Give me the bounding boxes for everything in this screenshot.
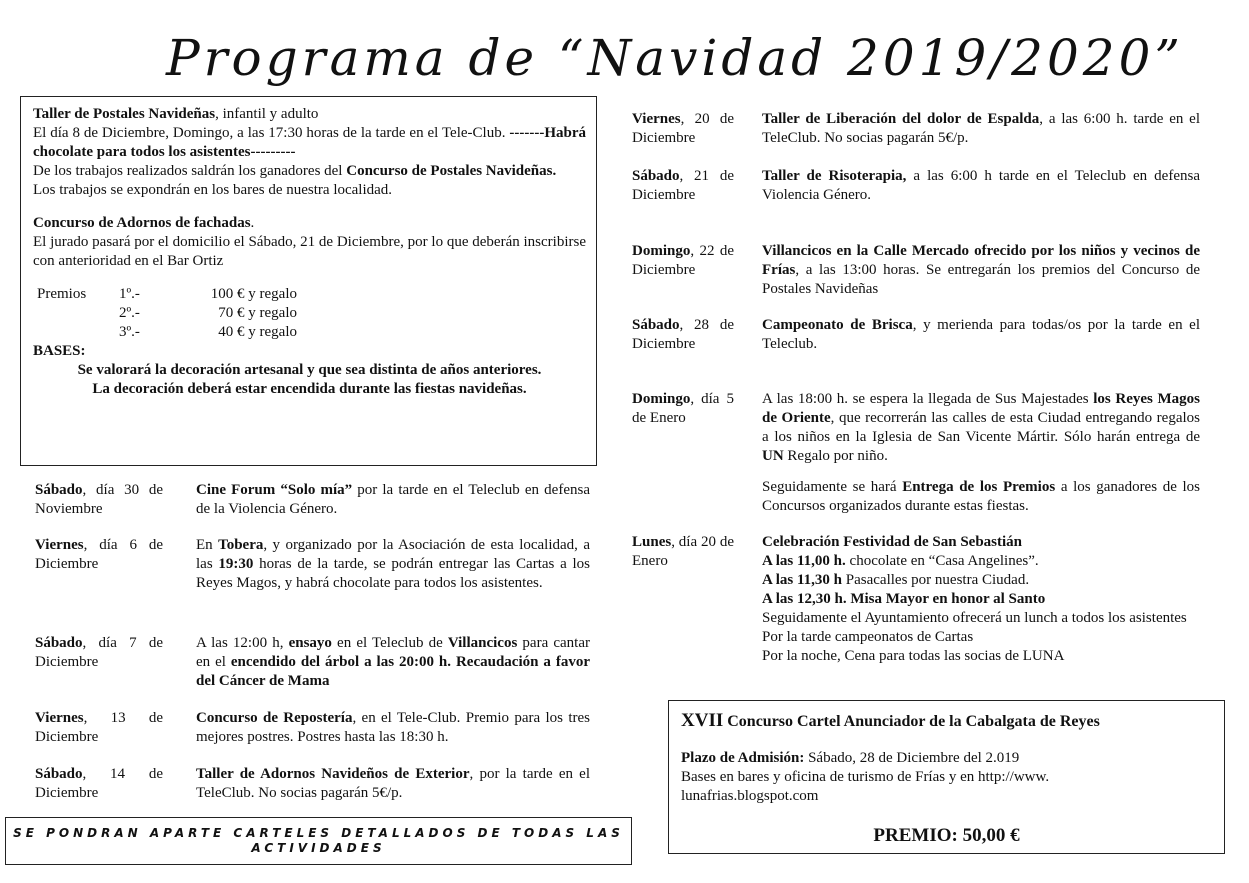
event-text: Taller de Adornos Navideños de Exterior, por la tarde en el TeleClub. No socias pagarán 5€/p.	[196, 766, 591, 801]
premios-label: Premios	[37, 286, 87, 302]
event-text: En Tobera, y organizado por la Asociación de esta localidad, a las 19:30 horas de la tarde, se podrán entregar las Cartas a los Reyes Magos, y habrá chocolate para todos los asistentes.	[196, 537, 590, 591]
postales-ganadores: De los trabajos realizados saldrán los ganadores del Concurso de Postales Navideñas.	[33, 163, 557, 179]
postales-info: El día 8 de Diciembre, Domingo, a las 17:30 horas de la tarde en el Tele-Club. -------Habrá chocolate para todos los asistentes---------	[33, 125, 587, 160]
event-text: Cine Forum “Solo mía” por la tarde en el Teleclub en defensa de la Violencia Género.	[196, 482, 590, 517]
event-text: Campeonato de Brisca, y merienda para todas/os por la tarde en el Teleclub.	[762, 317, 1201, 352]
event-date: Viernes, 20 de Diciembre	[632, 111, 734, 146]
cartel-plazo: Plazo de Admisión: Sábado, 28 de Diciembre del 2.019	[681, 750, 1020, 766]
event-row	[632, 533, 1200, 666]
event-date: Lunes, día 20 de Enero	[632, 534, 734, 569]
premio-place: 1º.-	[119, 286, 140, 302]
bases-rule: La decoración deberá estar encendida durante las fiestas navideñas.	[92, 381, 527, 397]
adornos-heading: Concurso de Adornos de fachadas.	[33, 215, 255, 231]
event-date: Sábado, 28 de Diciembre	[632, 317, 734, 352]
event-row	[632, 167, 1200, 205]
cartel-url: lunafrias.blogspot.com	[681, 788, 819, 804]
event-date: Domingo, 22 de Diciembre	[632, 243, 734, 278]
page-title: Programa de “Navidad 2019/2020”	[166, 29, 1184, 87]
event-text: Taller de Risoterapia, a las 6:00 h tarde en el Teleclub en defensa Violencia Género.	[762, 168, 1200, 203]
event-text: Villancicos en la Calle Mercado ofrecido por los niños y vecinos de Frías, a las 13:00 horas. Se entregarán los premios del Concurso de Postales Navideñas	[762, 243, 1200, 297]
postales-exposicion: Los trabajos se expondrán en los bares de nuestra localidad.	[33, 182, 393, 198]
cartel-bases: Bases en bares y oficina de turismo de Frías y en http://www.	[681, 769, 1050, 785]
premio-amount: 40 € y regalo	[218, 324, 297, 340]
event-date: Sábado, 14 de Diciembre	[35, 766, 163, 801]
premio-amount: 100 € y regalo	[210, 286, 297, 302]
event-row	[35, 634, 590, 691]
event-text: A las 12:00 h, ensayo en el Teleclub de Villancicos para cantar en el encendido del árbol a las 20:00 h. Recaudación a favor del Cáncer de Mama	[196, 635, 591, 689]
postales-heading: Taller de Postales Navideñas, infantil y adulto	[33, 106, 319, 122]
event-row	[35, 765, 590, 803]
event-row	[632, 316, 1200, 354]
event-row	[632, 110, 1200, 148]
premio-amount: 70 € y regalo	[218, 305, 297, 321]
event-date: Viernes, 13 de Diciembre	[35, 710, 163, 745]
event-text: Concurso de Repostería, en el Tele-Club. Premio para los tres mejores postres. Postres hasta las 18:30 h.	[196, 710, 590, 745]
event-date: Viernes, día 6 de Diciembre	[35, 537, 163, 572]
bases-title: BASES:	[33, 343, 86, 359]
postales-adornos-box	[20, 96, 597, 466]
event-date: Sábado, día 7 de Diciembre	[35, 635, 163, 670]
event-text: Taller de Liberación del dolor de Espalda, a las 6:00 h. tarde en el TeleClub. No socias pagarán 5€/p.	[762, 111, 1201, 146]
carteles-note: SE PONDRAN APARTE CARTELES DETALLADOS DE TODAS LAS ACTIVIDADES	[5, 817, 632, 865]
event-row	[35, 536, 590, 593]
premio-place: 2º.-	[119, 305, 140, 321]
cartel-contest-box	[668, 700, 1225, 854]
bases-rule: Se valorará la decoración artesanal y que sea distinta de años anteriores.	[77, 362, 542, 378]
adornos-info: El jurado pasará por el domicilio el Sábado, 21 de Diciembre, por lo que deberán inscribirse con anterioridad en el Bar Ortiz	[33, 234, 586, 269]
event-date: Sábado, 21 de Diciembre	[632, 168, 734, 203]
event-date: Domingo, día 5 de Enero	[632, 391, 734, 426]
premios-table	[37, 285, 586, 342]
cartel-title: XVII Concurso Cartel Anunciador de la Cabalgata de Reyes	[681, 710, 1100, 731]
premio-place: 3º.-	[119, 324, 140, 340]
event-date: Sábado, día 30 de Noviembre	[35, 482, 163, 517]
event-text: Celebración Festividad de San Sebastián A las 11,00 h. chocolate en “Casa Angelines”. A las 11,30 h Pasacalles por nuestra Ciudad. A las 12,30 h. Misa Mayor en honor al Santo Seguidamente el Ayuntamiento ofrecerá un lunch a todos los asistentes Por la tarde campeonatos de Cartas Por la noche, Cena para todas las socias de LUNA	[762, 534, 1187, 664]
event-row	[632, 390, 1200, 516]
event-row	[632, 242, 1200, 299]
event-text: A las 18:00 h. se espera la llegada de Sus Majestades los Reyes Magos de Oriente, que recorrerán las calles de esta Ciudad entregando regalos a los niños en la Iglesia de San Vicente Mártir. Sólo harán entrega de UN Regalo por niño. Seguidamente se hará Entrega de los Premios a los ganadores de los Concursos organizados durante estas fiestas.	[762, 391, 1200, 514]
event-row	[35, 709, 590, 747]
event-row	[35, 481, 590, 519]
cartel-premio: PREMIO: 50,00 €	[873, 825, 1020, 846]
